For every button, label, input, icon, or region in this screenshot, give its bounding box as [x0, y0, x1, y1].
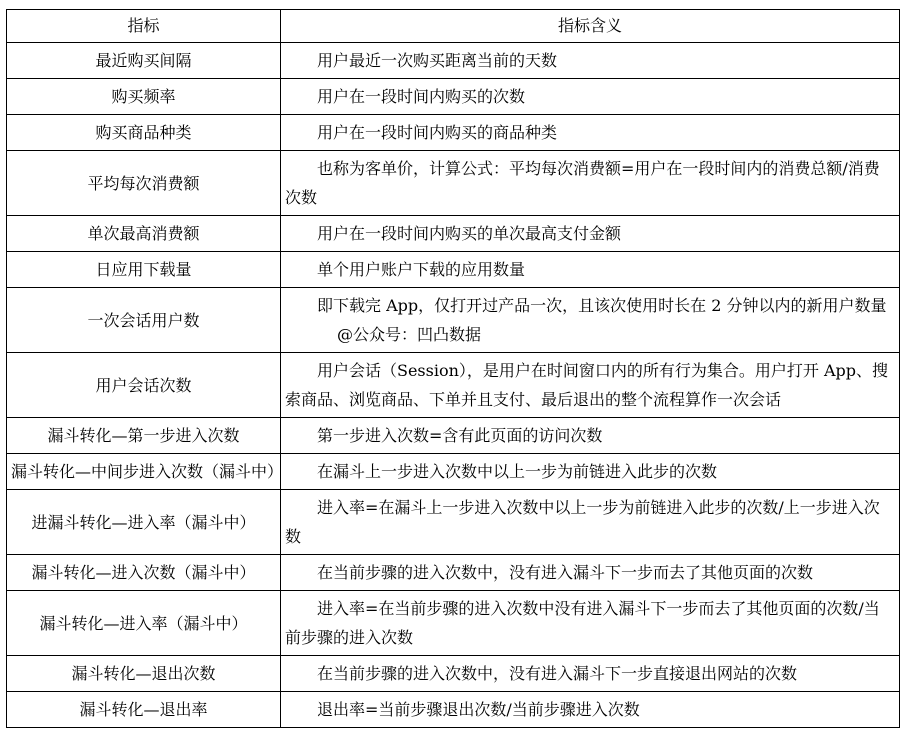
table-body	[7, 43, 900, 728]
table-row	[7, 555, 900, 591]
metric-meaning-body: 进入率=在漏斗上一步进入次数中以上一步为前链进入此步的次数/上一步进入次数	[285, 498, 880, 546]
metric-meaning-text	[285, 118, 895, 147]
metric-meaning-body: 也称为客单价，计算公式：平均每次消费额=用户在一段时间内的消费总额/消费次数	[285, 159, 880, 207]
metric-meaning-cell	[281, 490, 900, 555]
metric-name-cell: 最近购买间隔	[7, 43, 281, 79]
metric-meaning-cell	[281, 656, 900, 692]
metric-meaning-text	[285, 154, 895, 212]
metric-meaning-text	[285, 82, 895, 111]
metric-meaning-cell	[281, 115, 900, 151]
metric-name-cell: 购买频率	[7, 79, 281, 115]
table-row	[7, 490, 900, 555]
table-row	[7, 418, 900, 454]
metrics-table	[6, 9, 900, 728]
metric-meaning-cell	[281, 216, 900, 252]
metric-meaning-text	[285, 46, 895, 75]
metric-name-cell: 漏斗转化—进入次数（漏斗中）	[7, 555, 281, 591]
table-row	[7, 115, 900, 151]
metric-meaning-text	[285, 255, 895, 284]
table-row	[7, 79, 900, 115]
column-header-meaning: 指标含义	[281, 10, 900, 43]
metric-name-cell: 漏斗转化—进入率（漏斗中）	[7, 591, 281, 656]
metric-meaning-body: 在漏斗上一步进入次数中以上一步为前链进入此步的次数	[317, 462, 718, 481]
metric-name-cell: 单次最高消费额	[7, 216, 281, 252]
metric-meaning-body: 在当前步骤的进入次数中，没有进入漏斗下一步直接退出网站的次数	[317, 664, 798, 683]
metric-name-cell: 进漏斗转化—进入率（漏斗中）	[7, 490, 281, 555]
table-header-row	[7, 10, 900, 43]
metric-meaning-body: 第一步进入次数=含有此页面的访问次数	[317, 426, 603, 445]
table-row	[7, 591, 900, 656]
metric-meaning-body: 用户在一段时间内购买的单次最高支付金额	[317, 224, 622, 243]
metric-meaning-text	[285, 558, 895, 587]
column-header-metric: 指标	[7, 10, 281, 43]
metric-meaning-cell	[281, 43, 900, 79]
table-row	[7, 151, 900, 216]
metric-meaning-cell	[281, 418, 900, 454]
metric-name-cell: 用户会话次数	[7, 353, 281, 418]
metric-meaning-body: 进入率=在当前步骤的进入次数中没有进入漏斗下一步而去了其他页面的次数/当前步骤的进入次数	[285, 599, 880, 647]
metric-meaning-text	[285, 291, 895, 349]
metric-meaning-cell	[281, 591, 900, 656]
metric-meaning-text	[285, 493, 895, 551]
metric-meaning-text	[285, 219, 895, 248]
metric-name-cell: 一次会话用户数	[7, 288, 281, 353]
metric-meaning-cell	[281, 288, 900, 353]
metric-name-cell: 漏斗转化—退出次数	[7, 656, 281, 692]
metric-meaning-body: 用户最近一次购买距离当前的天数	[317, 51, 558, 70]
metric-meaning-text	[285, 594, 895, 652]
metric-meaning-text	[285, 421, 895, 450]
metric-meaning-cell	[281, 454, 900, 490]
metric-meaning-cell	[281, 252, 900, 288]
table-row	[7, 656, 900, 692]
table-row	[7, 252, 900, 288]
table-row	[7, 216, 900, 252]
metric-meaning-text	[285, 457, 895, 486]
metric-meaning-cell	[281, 151, 900, 216]
metric-meaning-text	[285, 695, 895, 724]
metric-meaning-body: 用户会话（Session），是用户在时间窗口内的所有行为集合。用户打开 App、搜索商品、浏览商品、下单并且支付、最后退出的整个流程算作一次会话	[285, 361, 889, 409]
table-row	[7, 454, 900, 490]
table-row	[7, 353, 900, 418]
metric-meaning-body: 用户在一段时间内购买的次数	[317, 87, 526, 106]
metric-name-cell: 日应用下载量	[7, 252, 281, 288]
metric-meaning-body: 单个用户账户下载的应用数量	[317, 260, 526, 279]
table-row	[7, 692, 900, 728]
metric-meaning-text	[285, 356, 895, 414]
metric-meaning-body: 退出率=当前步骤退出次数/当前步骤进入次数	[317, 700, 640, 719]
metric-meaning-cell	[281, 555, 900, 591]
table-row	[7, 288, 900, 353]
metric-name-cell: 漏斗转化—中间步进入次数（漏斗中）	[7, 454, 281, 490]
metric-name-cell: 漏斗转化—第一步进入次数	[7, 418, 281, 454]
metric-meaning-cell	[281, 79, 900, 115]
metric-meaning-cell	[281, 353, 900, 418]
metric-meaning-cell	[281, 692, 900, 728]
metric-name-cell: 漏斗转化—退出率	[7, 692, 281, 728]
metric-meaning-text	[285, 659, 895, 688]
metric-meaning-body: 在当前步骤的进入次数中，没有进入漏斗下一步而去了其他页面的次数	[317, 563, 814, 582]
metric-name-cell: 平均每次消费额	[7, 151, 281, 216]
table-row	[7, 43, 900, 79]
metric-name-cell: 购买商品种类	[7, 115, 281, 151]
metric-meaning-body: 用户在一段时间内购买的商品种类	[317, 123, 558, 142]
watermark-text: @公众号：凹凸数据	[337, 325, 482, 344]
metric-meaning-body: 即下载完 App，仅打开过产品一次，且该次使用时长在 2 分钟以内的新用户数量	[317, 296, 887, 315]
